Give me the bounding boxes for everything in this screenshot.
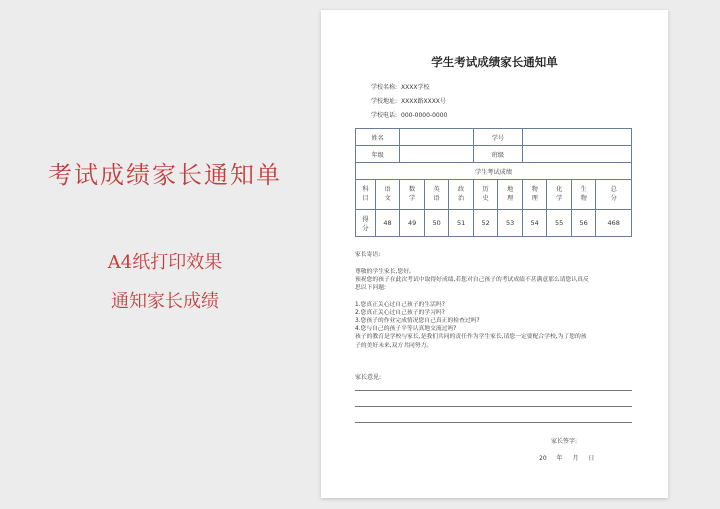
name-row <box>356 129 632 146</box>
subject-cell: 英 语 <box>424 180 449 210</box>
message-line: 2.您真正关心过自己孩子的学习吗? <box>355 309 445 316</box>
promo-title: 考试成绩家长通知单 <box>48 161 282 189</box>
subject-cell: 化 学 <box>547 180 572 210</box>
class-field <box>522 146 631 163</box>
subject-cell: 数 学 <box>400 180 425 210</box>
score-cell: 55 <box>547 210 572 237</box>
message-line: 孩子的教育是学校与家长,是我们共同的责任作为学生家长,请您一定要配合学校,为了您的孩 <box>355 334 587 341</box>
message-body <box>355 268 633 350</box>
message-gap <box>355 293 633 301</box>
score-row <box>356 210 632 237</box>
school-phone-label: 学校电话: <box>371 112 398 119</box>
message-line: 思以下问题: <box>355 285 386 292</box>
name-label: 姓名 <box>356 129 400 146</box>
signature-label: 家长签字: <box>551 438 578 445</box>
score-header: 得 分 <box>356 210 376 237</box>
score-cell: 48 <box>375 210 400 237</box>
message-line: 4.您与自己的孩子平等认真地交流过吗? <box>355 326 457 333</box>
grade-label: 年级 <box>356 146 400 163</box>
message-line: 3.您孩子的作业完成情况您自己真正的检查过吗? <box>355 318 480 325</box>
document-page <box>321 10 668 498</box>
opinion-line-1 <box>355 390 632 391</box>
score-cell: 52 <box>473 210 498 237</box>
subject-cell: 历 史 <box>473 180 498 210</box>
score-cell: 56 <box>571 210 596 237</box>
message-line: 尊敬的学生家长,您好。 <box>355 269 415 275</box>
student-id-field <box>522 129 631 146</box>
message-line: 子的美好未来,双方共同努力。 <box>355 342 433 349</box>
school-name-label: 学校名称: <box>371 84 398 91</box>
score-cell: 54 <box>522 210 547 237</box>
subject-cell: 政 治 <box>449 180 474 210</box>
message-line: 预祝您的孩子在此次考试中取得好成绩,若您对自己孩子的考试成绩不甚满意那么请您认真反 <box>355 277 589 284</box>
subject-row <box>356 180 632 210</box>
class-label: 班级 <box>473 146 522 163</box>
message-line: 1.您真正关心过自己孩子的生活吗? <box>355 301 445 308</box>
student-id-label: 学号 <box>473 129 522 146</box>
subject-cell: 地 理 <box>498 180 523 210</box>
subject-cell: 语 文 <box>375 180 400 210</box>
opinion-line-2 <box>355 406 632 407</box>
score-cell: 51 <box>449 210 474 237</box>
section-row <box>356 163 632 180</box>
promo-notify-parents: 通知家长成绩 <box>111 291 219 312</box>
school-address-label: 学校地址: <box>371 98 398 105</box>
subject-cell: 总 分 <box>596 180 632 210</box>
school-phone-value: 000-0000-0000 <box>401 112 448 119</box>
school-phone-row <box>371 110 451 119</box>
promo-print-effect: A4纸打印效果 <box>107 252 223 273</box>
opinion-line-3 <box>355 422 632 423</box>
document-title: 学生考试成绩家长通知单 <box>431 55 558 69</box>
grade-row <box>356 146 632 163</box>
subject-cell: 生 物 <box>571 180 596 210</box>
school-name-value: XXXX学校 <box>401 84 430 91</box>
score-cell: 50 <box>424 210 449 237</box>
grade-field <box>400 146 474 163</box>
name-field <box>400 129 474 146</box>
score-cell: 49 <box>400 210 425 237</box>
score-total: 468 <box>596 210 632 237</box>
message-label: 家长寄语: <box>355 252 381 258</box>
school-address-row <box>371 96 450 105</box>
subject-cell: 物 理 <box>522 180 547 210</box>
subject-header: 科 目 <box>356 180 376 210</box>
promo-panel <box>0 0 320 509</box>
opinion-label: 家长意见: <box>355 374 382 381</box>
school-address-value: XXXX路XXXX号 <box>401 98 446 105</box>
score-cell: 53 <box>498 210 523 237</box>
score-table <box>355 128 632 237</box>
section-title: 学生考试成绩 <box>356 163 632 180</box>
school-name-row <box>371 82 433 91</box>
date-text: 20 年 月 日 <box>539 455 595 462</box>
